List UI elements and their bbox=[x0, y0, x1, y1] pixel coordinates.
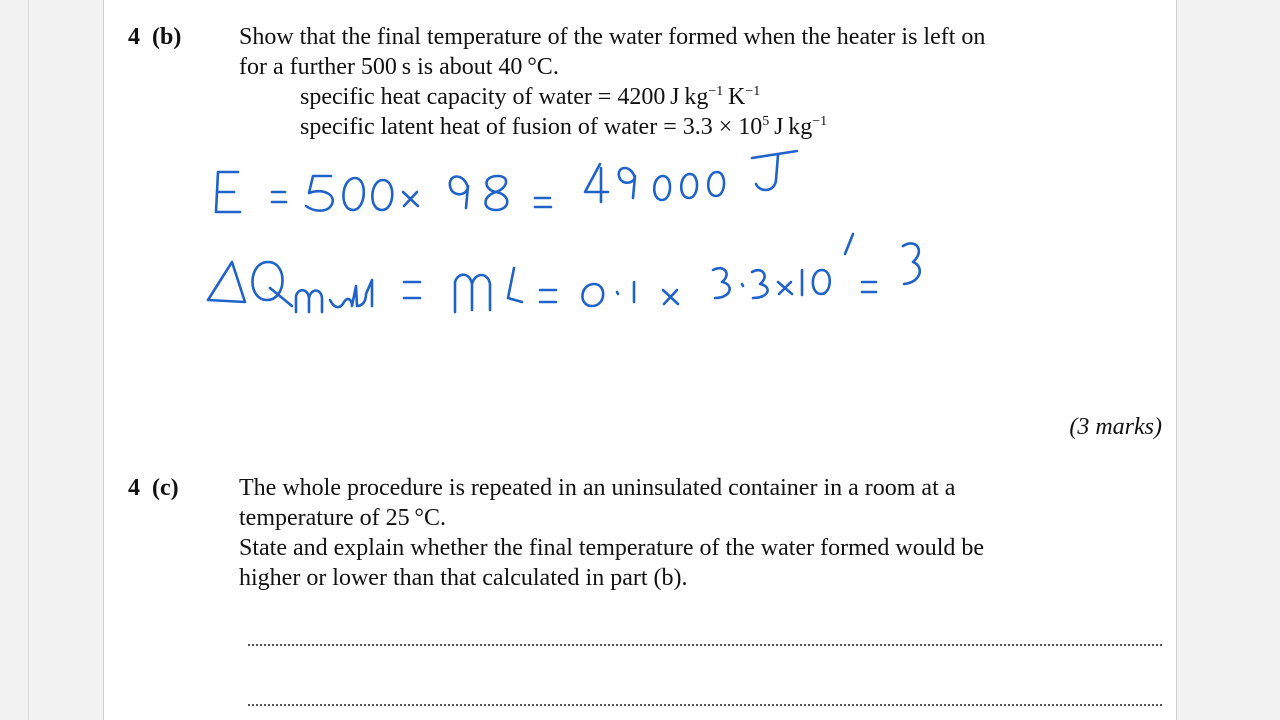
question-4b-line1: Show that the final temperature of the water formed when the heater is left on bbox=[239, 24, 986, 50]
question-4c-text bbox=[239, 473, 1079, 593]
question-number: 4 bbox=[128, 24, 140, 50]
handwriting-line-2 bbox=[208, 234, 920, 312]
shc-exponent-2: −1 bbox=[745, 84, 761, 99]
question-4c-line2: temperature of 25 °C. bbox=[239, 505, 446, 531]
question-4c-line4: higher or lower than that calculated in part (b). bbox=[239, 565, 688, 591]
question-4c-number bbox=[128, 475, 179, 502]
shc-text: specific heat capacity of water = 4200 J kg bbox=[300, 84, 709, 110]
answer-line[interactable] bbox=[248, 644, 1162, 646]
question-4c-line3: State and explain whether the final temperature of the water formed would be bbox=[239, 535, 985, 561]
latent-text: specific latent heat of fusion of water = 3.3 × 10 bbox=[300, 114, 763, 140]
marks-label: (3 marks) bbox=[1069, 414, 1162, 440]
question-part: (c) bbox=[152, 475, 179, 501]
answer-line[interactable] bbox=[248, 704, 1162, 706]
latent-exponent: 5 bbox=[762, 114, 770, 129]
question-number: 4 bbox=[128, 475, 140, 501]
question-4b-line2: for a further 500 s is about 40 °C. bbox=[239, 54, 559, 80]
shc-exponent-1: −1 bbox=[708, 84, 724, 99]
question-4c-line1: The whole procedure is repeated in an uninsulated container in a room at a bbox=[239, 475, 956, 501]
handwriting-line-1 bbox=[216, 151, 797, 212]
latent-unit-exponent: −1 bbox=[812, 114, 828, 129]
latent-unit: J kg bbox=[769, 114, 813, 140]
shc-kelvin: K bbox=[723, 84, 746, 110]
question-part: (b) bbox=[152, 24, 182, 50]
